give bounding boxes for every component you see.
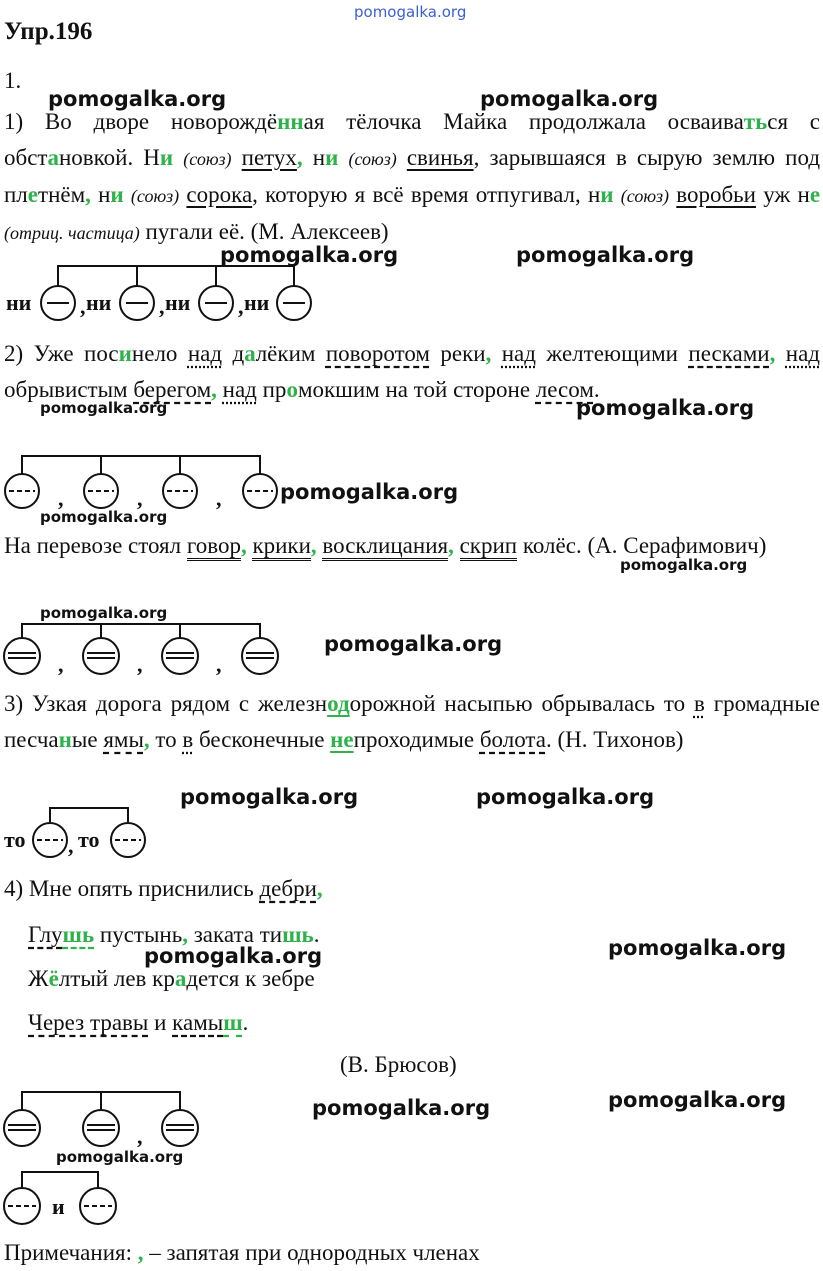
- watermark: pomogalka.org: [280, 480, 459, 504]
- svg-text:ни: ни: [86, 290, 112, 315]
- svg-text:,: ,: [137, 486, 143, 511]
- watermark: pomogalka.org: [312, 1096, 491, 1120]
- watermark: pomogalka.org: [48, 87, 227, 111]
- sentence-2: 2) Уже посинело над далёким поворотом реки, над желтеющими песками, над обрывистым берегом, над промокшим на той стороне лесом.: [4, 341, 821, 402]
- svg-text:,: ,: [58, 486, 64, 511]
- watermark: pomogalka.org: [324, 632, 503, 656]
- svg-text:и: и: [52, 1194, 65, 1219]
- svg-text:,: ,: [137, 1124, 143, 1149]
- svg-text:,: ,: [216, 486, 222, 511]
- subject-word: петух: [241, 145, 297, 170]
- svg-text:то: то: [78, 827, 100, 852]
- svg-text:,: ,: [80, 294, 86, 319]
- subject-word: воробьи: [676, 182, 756, 207]
- watermark: pomogalka.org: [576, 396, 755, 420]
- watermark: pomogalka.org: [40, 604, 168, 622]
- subject-word: сорока: [186, 182, 253, 207]
- watermark: pomogalka.org: [480, 87, 659, 111]
- sentence-3: 3) Узкая дорога рядом с железнодорожной насыпью обрывалась то в громадные песчаные ямы, то в бесконечные непроходимые болота. (Н. Тихонов): [4, 691, 820, 752]
- svg-text:,: ,: [58, 652, 64, 677]
- scheme-1: [0, 258, 330, 324]
- poem-line-2: Глушь пустынь, заката тишь.: [28, 922, 320, 947]
- page-title: Упр.196: [4, 18, 93, 45]
- svg-text:,: ,: [238, 294, 244, 319]
- scheme-5: [0, 1084, 220, 1154]
- sentence-1: 1) Во дворе новорождённая тёлочка Майка продолжала осваиваться с обстановкой. Ни (союз) петух, ни (союз) свинья, зарывшаяся в сырую землю под плетнём, ни (союз) сорока, которую я всё время отпугивал, ни (союз) воробьи уж не (отриц. частица) пугали её. (М. Алексеев): [4, 109, 821, 244]
- task-number: 1.: [4, 68, 22, 93]
- watermark: pomogalka.org: [40, 399, 168, 417]
- legend-note: Примечания: , – запятая при однородных членах: [4, 1240, 480, 1265]
- svg-text:,: ,: [159, 294, 165, 319]
- svg-text:ни: ни: [244, 290, 270, 315]
- watermark: pomogalka.org: [516, 243, 695, 267]
- subject-word: свинья: [406, 145, 474, 170]
- scheme-4: [0, 800, 170, 866]
- sentence-2b: На перевозе стоял говор, крики, восклицания, скрип колёс. (А. Серафимович): [4, 528, 820, 564]
- watermark: pomogalka.org: [40, 508, 168, 526]
- poem-line-4: Через травы и камыш.: [28, 1010, 249, 1035]
- svg-text:,: ,: [137, 652, 143, 677]
- poem-line-3: Жёлтый лев крадется к зебре: [28, 966, 315, 991]
- watermark: pomogalka.org: [144, 944, 323, 968]
- watermark: pomogalka.org: [220, 243, 399, 267]
- watermark: pomogalka.org: [354, 3, 467, 21]
- svg-text:ни: ни: [165, 290, 191, 315]
- svg-text:ни: ни: [6, 290, 32, 315]
- watermark: pomogalka.org: [620, 556, 748, 574]
- scheme-2: [0, 448, 290, 514]
- watermark: pomogalka.org: [56, 1148, 184, 1166]
- poem-author: (В. Брюсов): [340, 1052, 457, 1077]
- watermark: pomogalka.org: [608, 936, 787, 960]
- scheme-6: [0, 1166, 130, 1230]
- poem-line-1: 4) Мне опять приснились дебри,: [4, 876, 323, 901]
- watermark: pomogalka.org: [476, 785, 655, 809]
- svg-text:,: ,: [216, 652, 222, 677]
- scheme-3: [0, 616, 290, 682]
- svg-text:то: то: [4, 827, 26, 852]
- watermark: pomogalka.org: [608, 1088, 787, 1112]
- watermark: pomogalka.org: [180, 785, 359, 809]
- svg-text:,: ,: [68, 833, 74, 858]
